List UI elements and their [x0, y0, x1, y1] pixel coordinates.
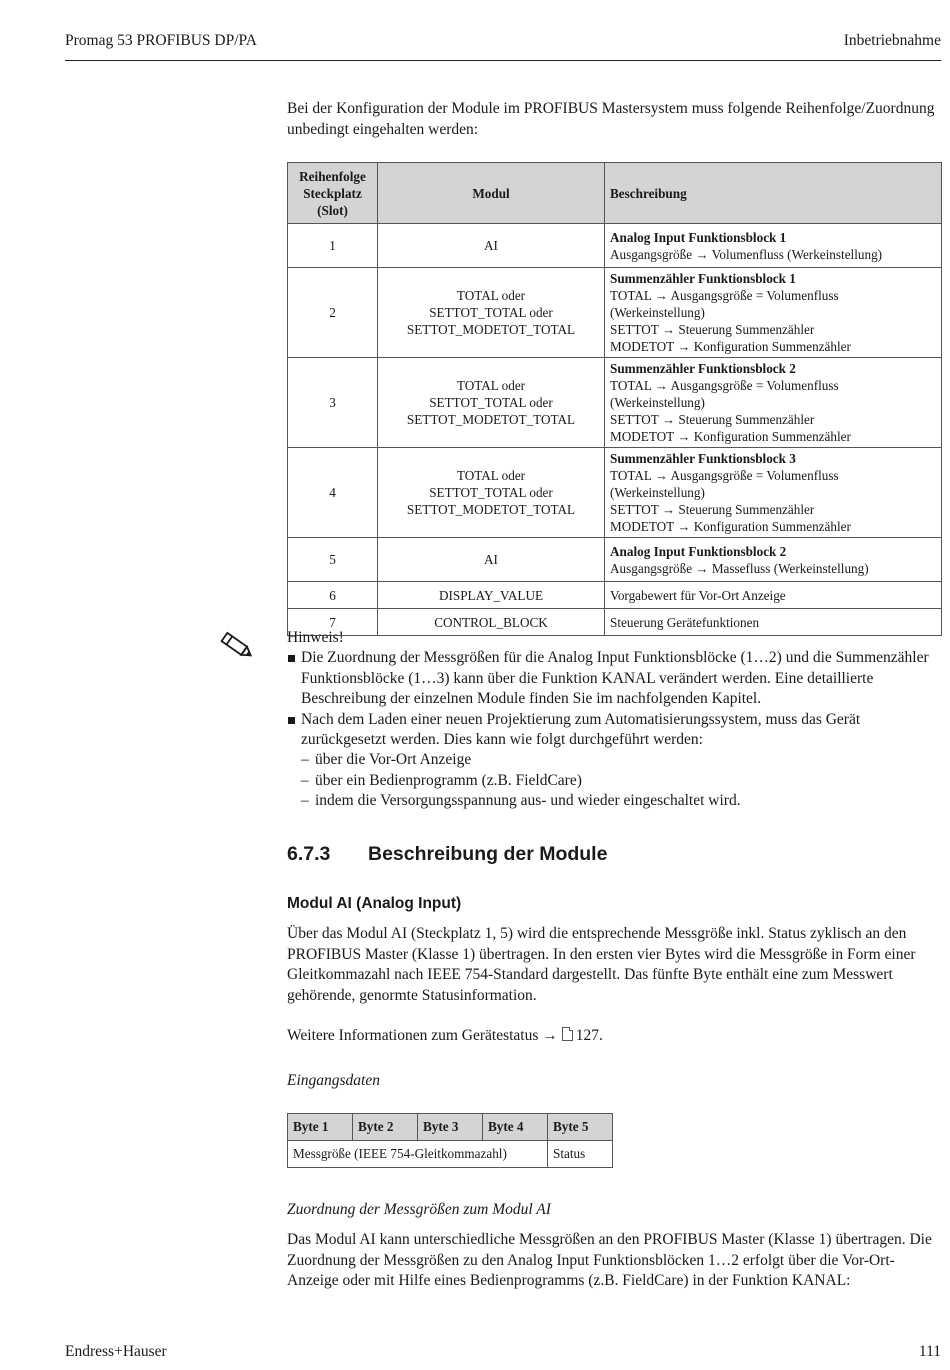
- description-line: Ausgangsgröße → Volumenfluss (Werkeinstellung): [610, 246, 883, 262]
- description-line: TOTAL → Ausgangsgröße = Volumenfluss (Werkeinstellung): [610, 378, 839, 410]
- table-row: [288, 1141, 613, 1168]
- description-line: TOTAL → Ausgangsgröße = Volumenfluss (Werkeinstellung): [610, 468, 839, 500]
- module-name: SETTOT_TOTAL oder: [429, 395, 553, 410]
- input-data-table: [287, 1113, 613, 1168]
- section-title: Beschreibung der Module: [368, 843, 608, 865]
- description-line: SETTOT → Steuerung Summenzähler: [610, 502, 815, 517]
- section-number: 6.7.3: [287, 843, 331, 865]
- table-header-row: [288, 1114, 613, 1141]
- input-data-caption: Eingangsdaten: [287, 1072, 380, 1089]
- module-name: TOTAL oder: [456, 378, 526, 393]
- description-title: Summenzähler Funktionsblock 3: [610, 451, 796, 466]
- page-header: [65, 32, 941, 61]
- table-row: [288, 538, 942, 582]
- note-bullet: [287, 710, 947, 812]
- module-name: SETTOT_MODETOT_TOTAL: [406, 502, 576, 517]
- description-line: Vorgabewert für Vor-Ort Anzeige: [610, 587, 786, 603]
- page-reference-icon: [562, 1027, 573, 1041]
- module-name: SETTOT_TOTAL oder: [429, 305, 553, 320]
- description-cell: [605, 358, 942, 448]
- description-title: Analog Input Funktionsblock 1: [610, 229, 787, 245]
- description-title: Analog Input Funktionsblock 2: [610, 543, 787, 559]
- description-line: MODETOT → Konfiguration Summenzähler: [610, 429, 851, 444]
- pencil-icon: [217, 628, 257, 666]
- footer-company: Endress+Hauser: [65, 1343, 167, 1360]
- note-dash-item: – indem die Versorgungsspannung aus- und wieder eingeschaltet wird.: [301, 791, 947, 811]
- status-cell: Status: [548, 1141, 613, 1168]
- slot-cell: 4: [288, 448, 378, 538]
- note-dash-item: – über die Vor-Ort Anzeige: [301, 750, 947, 770]
- module-name: AI: [484, 238, 498, 253]
- description-line: TOTAL → Ausgangsgröße = Volumenfluss (Werkeinstellung): [610, 288, 839, 320]
- byte-2-header: Byte 2: [353, 1114, 418, 1141]
- description-title: Summenzähler Funktionsblock 1: [610, 271, 796, 286]
- page-number: 111: [918, 1343, 941, 1360]
- description-line: SETTOT → Steuerung Summenzähler: [610, 412, 815, 427]
- note-list: [287, 648, 947, 811]
- note-bullet: Die Zuordnung der Messgrößen für die Analog Input Funktionsblöcke (1…2) und die Summenzähler Funktionsblöcke (1…3) kann über die Funktion KANAL verändert werden. Eine detaillierte Beschreibung der einzelnen Module finden Sie im nachfolgenden Kapitel.: [287, 648, 947, 709]
- module-cell: [378, 582, 605, 609]
- header-document-title: Promag 53 PROFIBUS DP/PA: [65, 32, 257, 49]
- module-cell: [378, 538, 605, 582]
- note-box: [287, 628, 947, 812]
- table-row: [288, 268, 942, 358]
- module-cell: [378, 268, 605, 358]
- description-line: MODETOT → Konfiguration Summenzähler: [610, 339, 851, 354]
- description-cell: [605, 224, 942, 268]
- byte-4-header: Byte 4: [483, 1114, 548, 1141]
- description-title: Summenzähler Funktionsblock 2: [610, 361, 796, 376]
- header-chapter: Inbetriebnahme: [843, 32, 941, 49]
- subsection-heading: Modul AI (Analog Input): [287, 895, 462, 912]
- note-title: Hinweis!: [287, 629, 344, 646]
- slot-cell: 1: [288, 224, 378, 268]
- description-cell: [605, 538, 942, 582]
- measured-value-cell: Messgröße (IEEE 754-Gleitkommazahl): [288, 1141, 548, 1168]
- section-heading: [287, 843, 607, 866]
- module-name: TOTAL oder: [456, 468, 526, 483]
- table-row: [288, 448, 942, 538]
- module-cell: [378, 224, 605, 268]
- column-header-description: Beschreibung: [605, 163, 942, 224]
- device-status-reference: [287, 1026, 942, 1047]
- module-order-table: [287, 162, 942, 636]
- slot-cell: 5: [288, 538, 378, 582]
- description-cell: [605, 582, 942, 609]
- description-cell: [605, 268, 942, 358]
- column-header-slot: Reihenfolge Steckplatz (Slot): [288, 163, 378, 224]
- table-header-row: [288, 163, 942, 224]
- description-line: Steuerung Gerätefunktionen: [610, 614, 760, 630]
- module-name: CONTROL_BLOCK: [434, 614, 548, 630]
- intro-paragraph: Bei der Konfiguration der Module im PROFIBUS Mastersystem muss folgende Reihenfolge/Zuordnung unbedingt eingehalten werden:: [287, 100, 935, 138]
- byte-3-header: Byte 3: [418, 1114, 483, 1141]
- mapping-paragraph: Das Modul AI kann unterschiedliche Messgrößen an den PROFIBUS Master (Klasse 1) übertragen. Die Zuordnung der Messgrößen zu den Analog Input Funktionsblöcken 1…2 erfolgt über die Vor-Ort-Anzeige oder mit Hilfe eines Bedienprogramms (z.B. FieldCare) in der Funktion KANAL:: [287, 1231, 932, 1290]
- module-cell: [378, 358, 605, 448]
- module-cell: [378, 448, 605, 538]
- module-ai-paragraph: Über das Modul AI (Steckplatz 1, 5) wird die entsprechende Messgröße inkl. Status zyklisch an den PROFIBUS Master (Klasse 1) übertragen. In den ersten vier Bytes wird die Messgröße in Form einer Gleitkommazahl nach IEEE 754-Standard dargestellt. Das fünfte Byte enthält eine zum Messwert gehörende, genormte Statusinformation.: [287, 925, 916, 1004]
- table-row: [288, 224, 942, 268]
- description-line: SETTOT → Steuerung Summenzähler: [610, 322, 815, 337]
- byte-1-header: Byte 1: [288, 1114, 353, 1141]
- column-header-module: Modul: [378, 163, 605, 224]
- module-name: SETTOT_TOTAL oder: [429, 485, 553, 500]
- module-name: TOTAL oder: [456, 288, 526, 303]
- reference-text: Weitere Informationen zum Gerätestatus →: [287, 1027, 558, 1044]
- slot-cell: 2: [288, 268, 378, 358]
- mapping-caption: Zuordnung der Messgrößen zum Modul AI: [287, 1201, 551, 1218]
- module-name: AI: [484, 552, 498, 567]
- module-name: SETTOT_MODETOT_TOTAL: [406, 322, 576, 337]
- note-dash-item: – über ein Bedienprogramm (z.B. FieldCare): [301, 771, 947, 791]
- byte-5-header: Byte 5: [548, 1114, 613, 1141]
- note-bullet-text: Nach dem Laden einer neuen Projektierung zum Automatisierungssystem, muss das Gerät zurückgesetzt werden. Dies kann wie folgt durchgeführt werden:: [301, 710, 861, 749]
- description-line: MODETOT → Konfiguration Summenzähler: [610, 519, 851, 534]
- description-cell: [605, 448, 942, 538]
- reference-page: 127.: [575, 1027, 603, 1044]
- description-line: Ausgangsgröße → Massefluss (Werkeinstellung): [610, 560, 869, 576]
- module-name: SETTOT_MODETOT_TOTAL: [406, 412, 576, 427]
- slot-cell: 3: [288, 358, 378, 448]
- slot-cell: 6: [288, 582, 378, 609]
- table-row: [288, 582, 942, 609]
- module-name: DISPLAY_VALUE: [438, 587, 544, 603]
- table-row: [288, 358, 942, 448]
- slot-cell: 7: [288, 609, 378, 636]
